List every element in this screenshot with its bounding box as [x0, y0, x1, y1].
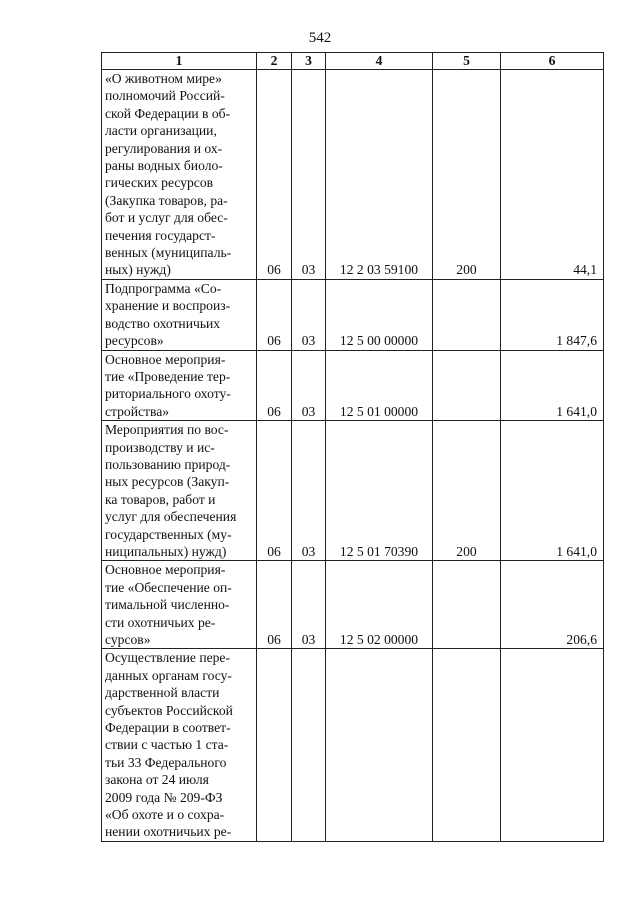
table-row: [102, 561, 604, 649]
column-header: 3: [292, 53, 326, 70]
row-section: [257, 649, 292, 841]
row-name: Основное мероприя- тие «Обеспечение оп- тимальной численно- сти охотничьих ре- сурсов»: [102, 561, 257, 649]
table-row: [102, 421, 604, 561]
row-section: 06: [257, 561, 292, 649]
column-header: 2: [257, 53, 292, 70]
row-target: 12 5 00 00000: [326, 279, 433, 350]
row-subsection: 03: [292, 421, 326, 561]
row-subsection: 03: [292, 561, 326, 649]
column-header: 6: [501, 53, 604, 70]
row-subsection: 03: [292, 350, 326, 421]
row-section: 06: [257, 70, 292, 280]
table-row: [102, 279, 604, 350]
column-header: 1: [102, 53, 257, 70]
row-name: Осуществление пере- данных органам госу- дарственной власти субъектов Российской Федерации в соответ- ствии с частью 1 ста- тьи 33 Федерального закона от 24 июля 2009 года № 209-ФЗ «Об охоте и о сохра- нении охотничьих ре-: [102, 649, 257, 841]
row-subsection: [292, 649, 326, 841]
row-amount: 44,1: [501, 70, 604, 280]
row-type: [433, 279, 501, 350]
table-row: [102, 649, 604, 841]
table-header-row: [102, 53, 604, 70]
row-amount: 206,6: [501, 561, 604, 649]
row-type: 200: [433, 421, 501, 561]
row-type: 200: [433, 70, 501, 280]
page-number: 542: [308, 30, 332, 46]
row-section: 06: [257, 421, 292, 561]
row-name: Мероприятия по вос- производству и ис- пользованию природ- ных ресурсов (Закуп- ка товаров, работ и услуг для обеспечения государственных (му- ниципальных) нужд): [102, 421, 257, 561]
budget-table: [101, 52, 604, 842]
row-target: 12 5 02 00000: [326, 561, 433, 649]
row-amount: 1 641,0: [501, 421, 604, 561]
row-amount: 1 847,6: [501, 279, 604, 350]
row-name: «О животном мире» полномочий Россий- ской Федерации в об- ласти организации, регулирования и ох- раны водных биоло- гических ресурсов (Закупка товаров, ра- бот и услуг для обес- печения государст- венных (муниципаль- ных) нужд): [102, 70, 257, 280]
column-header: 4: [326, 53, 433, 70]
row-type: [433, 350, 501, 421]
row-target: 12 5 01 00000: [326, 350, 433, 421]
row-target: 12 5 01 70390: [326, 421, 433, 561]
row-subsection: 03: [292, 279, 326, 350]
table-row: [102, 350, 604, 421]
row-name: Подпрограмма «Со- хранение и воспроиз- водство охотничьих ресурсов»: [102, 279, 257, 350]
row-subsection: 03: [292, 70, 326, 280]
row-target: [326, 649, 433, 841]
row-amount: [501, 649, 604, 841]
row-name: Основное мероприя- тие «Проведение тер- риториального охоту- стройства»: [102, 350, 257, 421]
row-amount: 1 641,0: [501, 350, 604, 421]
table-row: [102, 70, 604, 280]
row-section: 06: [257, 350, 292, 421]
row-target: 12 2 03 59100: [326, 70, 433, 280]
row-type: [433, 561, 501, 649]
row-type: [433, 649, 501, 841]
row-section: 06: [257, 279, 292, 350]
column-header: 5: [433, 53, 501, 70]
